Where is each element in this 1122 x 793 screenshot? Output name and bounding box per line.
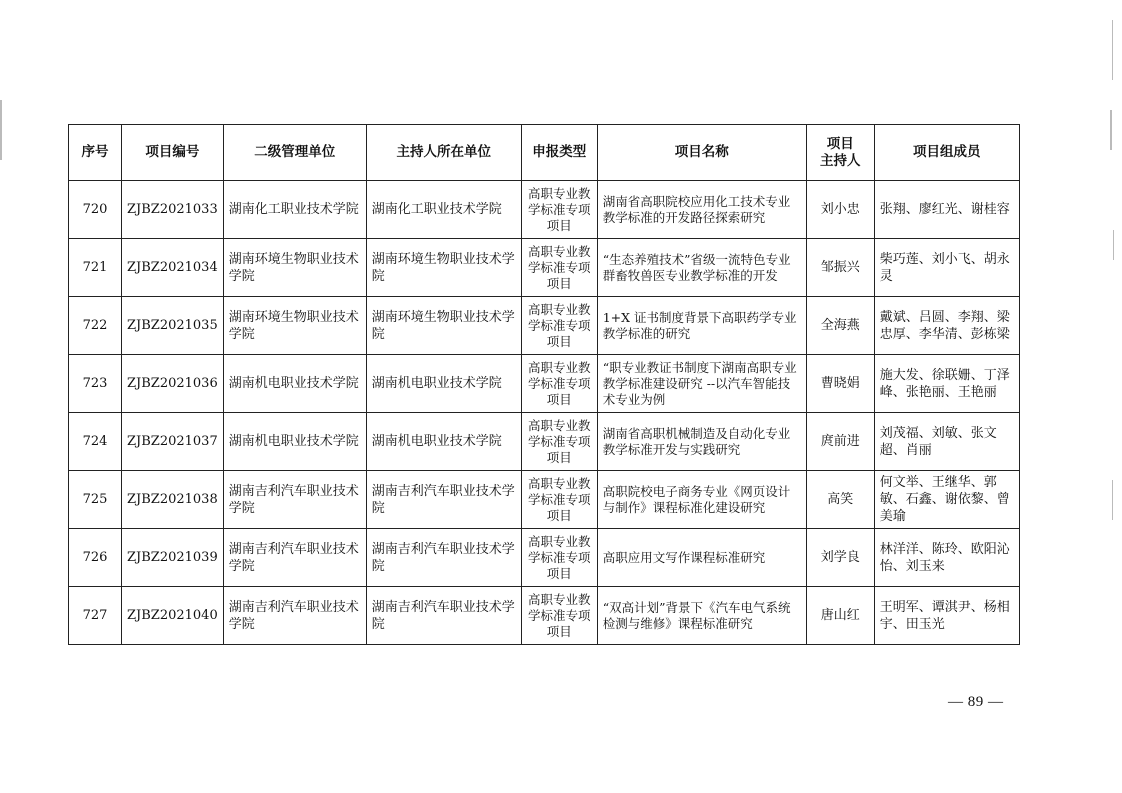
cell-management-unit: 湖南化工职业技术学院 — [223, 181, 366, 239]
cell-application-type: 高职专业教学标准专项项目 — [521, 471, 597, 529]
cell-project-name: “职专业教证书制度下湖南高职专业教学标准建设研究 --以汽车智能技术专业为例 — [597, 355, 806, 413]
cell-host-unit: 湖南机电职业技术学院 — [366, 355, 521, 413]
cell-project-name: “生态养殖技术”省级一流特色专业群畜牧兽医专业教学标准的开发 — [597, 239, 806, 297]
table-row — [69, 413, 1020, 471]
cell-management-unit: 湖南吉利汽车职业技术学院 — [223, 587, 366, 645]
cell-project-leader: 曹晓娟 — [806, 355, 874, 413]
scan-mark — [1112, 20, 1113, 80]
project-table-wrapper — [68, 124, 1020, 645]
cell-project-name: 高职院校电子商务专业《网页设计与制作》课程标准化建设研究 — [597, 471, 806, 529]
cell-team-members: 戴斌、吕圆、李翔、梁忠厚、李华清、彭栋梁 — [874, 297, 1019, 355]
table-row — [69, 529, 1020, 587]
scan-mark — [1112, 480, 1113, 520]
cell-index: 722 — [69, 297, 122, 355]
cell-index: 727 — [69, 587, 122, 645]
cell-project-code: ZJBZ2021035 — [122, 297, 224, 355]
cell-application-type: 高职专业教学标准专项项目 — [521, 529, 597, 587]
cell-application-type: 高职专业教学标准专项项目 — [521, 587, 597, 645]
cell-project-name: “双高计划”背景下《汽车电气系统检测与维修》课程标准研究 — [597, 587, 806, 645]
table-row — [69, 355, 1020, 413]
column-header: 项目编号 — [122, 125, 224, 181]
cell-project-code: ZJBZ2021039 — [122, 529, 224, 587]
column-header: 二级管理单位 — [223, 125, 366, 181]
cell-project-name: 湖南省高职机械制造及自动化专业教学标准开发与实践研究 — [597, 413, 806, 471]
cell-management-unit: 湖南环境生物职业技术学院 — [223, 297, 366, 355]
cell-application-type: 高职专业教学标准专项项目 — [521, 181, 597, 239]
cell-host-unit: 湖南吉利汽车职业技术学院 — [366, 471, 521, 529]
table-row — [69, 587, 1020, 645]
cell-application-type: 高职专业教学标准专项项目 — [521, 413, 597, 471]
table-row — [69, 239, 1020, 297]
cell-index: 725 — [69, 471, 122, 529]
cell-project-leader: 唐山红 — [806, 587, 874, 645]
cell-management-unit: 湖南环境生物职业技术学院 — [223, 239, 366, 297]
cell-project-code: ZJBZ2021033 — [122, 181, 224, 239]
table-body — [69, 181, 1020, 645]
column-header: 主持人所在单位 — [366, 125, 521, 181]
cell-team-members: 林洋洋、陈玲、欧阳沁怡、刘玉来 — [874, 529, 1019, 587]
column-header: 项目 主持人 — [806, 125, 874, 181]
scan-mark — [1110, 110, 1112, 150]
cell-project-leader: 全海燕 — [806, 297, 874, 355]
table-row — [69, 471, 1020, 529]
column-header: 申报类型 — [521, 125, 597, 181]
cell-project-leader: 高笑 — [806, 471, 874, 529]
project-table — [68, 124, 1020, 645]
cell-application-type: 高职专业教学标准专项项目 — [521, 239, 597, 297]
cell-team-members: 张翔、廖红光、谢桂容 — [874, 181, 1019, 239]
table-row — [69, 297, 1020, 355]
cell-team-members: 柴巧莲、刘小飞、胡永灵 — [874, 239, 1019, 297]
page-number: — 89 — — [948, 694, 1004, 710]
cell-project-code: ZJBZ2021040 — [122, 587, 224, 645]
column-header: 项目名称 — [597, 125, 806, 181]
cell-management-unit: 湖南吉利汽车职业技术学院 — [223, 529, 366, 587]
cell-host-unit: 湖南化工职业技术学院 — [366, 181, 521, 239]
cell-project-leader: 庹前进 — [806, 413, 874, 471]
column-header: 序号 — [69, 125, 122, 181]
cell-project-name: 1+X 证书制度背景下高职药学专业教学标准的研究 — [597, 297, 806, 355]
column-header: 项目组成员 — [874, 125, 1019, 181]
cell-host-unit: 湖南环境生物职业技术学院 — [366, 297, 521, 355]
cell-management-unit: 湖南机电职业技术学院 — [223, 413, 366, 471]
cell-project-code: ZJBZ2021037 — [122, 413, 224, 471]
cell-project-name: 高职应用文写作课程标准研究 — [597, 529, 806, 587]
cell-index: 720 — [69, 181, 122, 239]
cell-project-leader: 刘小忠 — [806, 181, 874, 239]
cell-project-code: ZJBZ2021036 — [122, 355, 224, 413]
cell-team-members: 刘茂福、刘敏、张文超、肖丽 — [874, 413, 1019, 471]
cell-host-unit: 湖南吉利汽车职业技术学院 — [366, 529, 521, 587]
cell-project-code: ZJBZ2021038 — [122, 471, 224, 529]
cell-application-type: 高职专业教学标准专项项目 — [521, 355, 597, 413]
table-row — [69, 181, 1020, 239]
scan-mark — [0, 100, 2, 160]
cell-management-unit: 湖南吉利汽车职业技术学院 — [223, 471, 366, 529]
cell-team-members: 施大发、徐联姗、丁泽峰、张艳丽、王艳丽 — [874, 355, 1019, 413]
cell-management-unit: 湖南机电职业技术学院 — [223, 355, 366, 413]
cell-index: 723 — [69, 355, 122, 413]
cell-index: 721 — [69, 239, 122, 297]
cell-host-unit: 湖南吉利汽车职业技术学院 — [366, 587, 521, 645]
cell-project-code: ZJBZ2021034 — [122, 239, 224, 297]
cell-project-leader: 刘学良 — [806, 529, 874, 587]
cell-project-name: 湖南省高职院校应用化工技术专业教学标准的开发路径探索研究 — [597, 181, 806, 239]
cell-team-members: 何文举、王继华、郭敏、石鑫、谢依黎、曾美瑜 — [874, 471, 1019, 529]
cell-index: 726 — [69, 529, 122, 587]
table-header-row — [69, 125, 1020, 181]
cell-project-leader: 邹振兴 — [806, 239, 874, 297]
cell-host-unit: 湖南机电职业技术学院 — [366, 413, 521, 471]
scan-mark — [1113, 230, 1114, 260]
cell-application-type: 高职专业教学标准专项项目 — [521, 297, 597, 355]
cell-team-members: 王明军、谭淇尹、杨相宇、田玉光 — [874, 587, 1019, 645]
cell-host-unit: 湖南环境生物职业技术学院 — [366, 239, 521, 297]
cell-index: 724 — [69, 413, 122, 471]
